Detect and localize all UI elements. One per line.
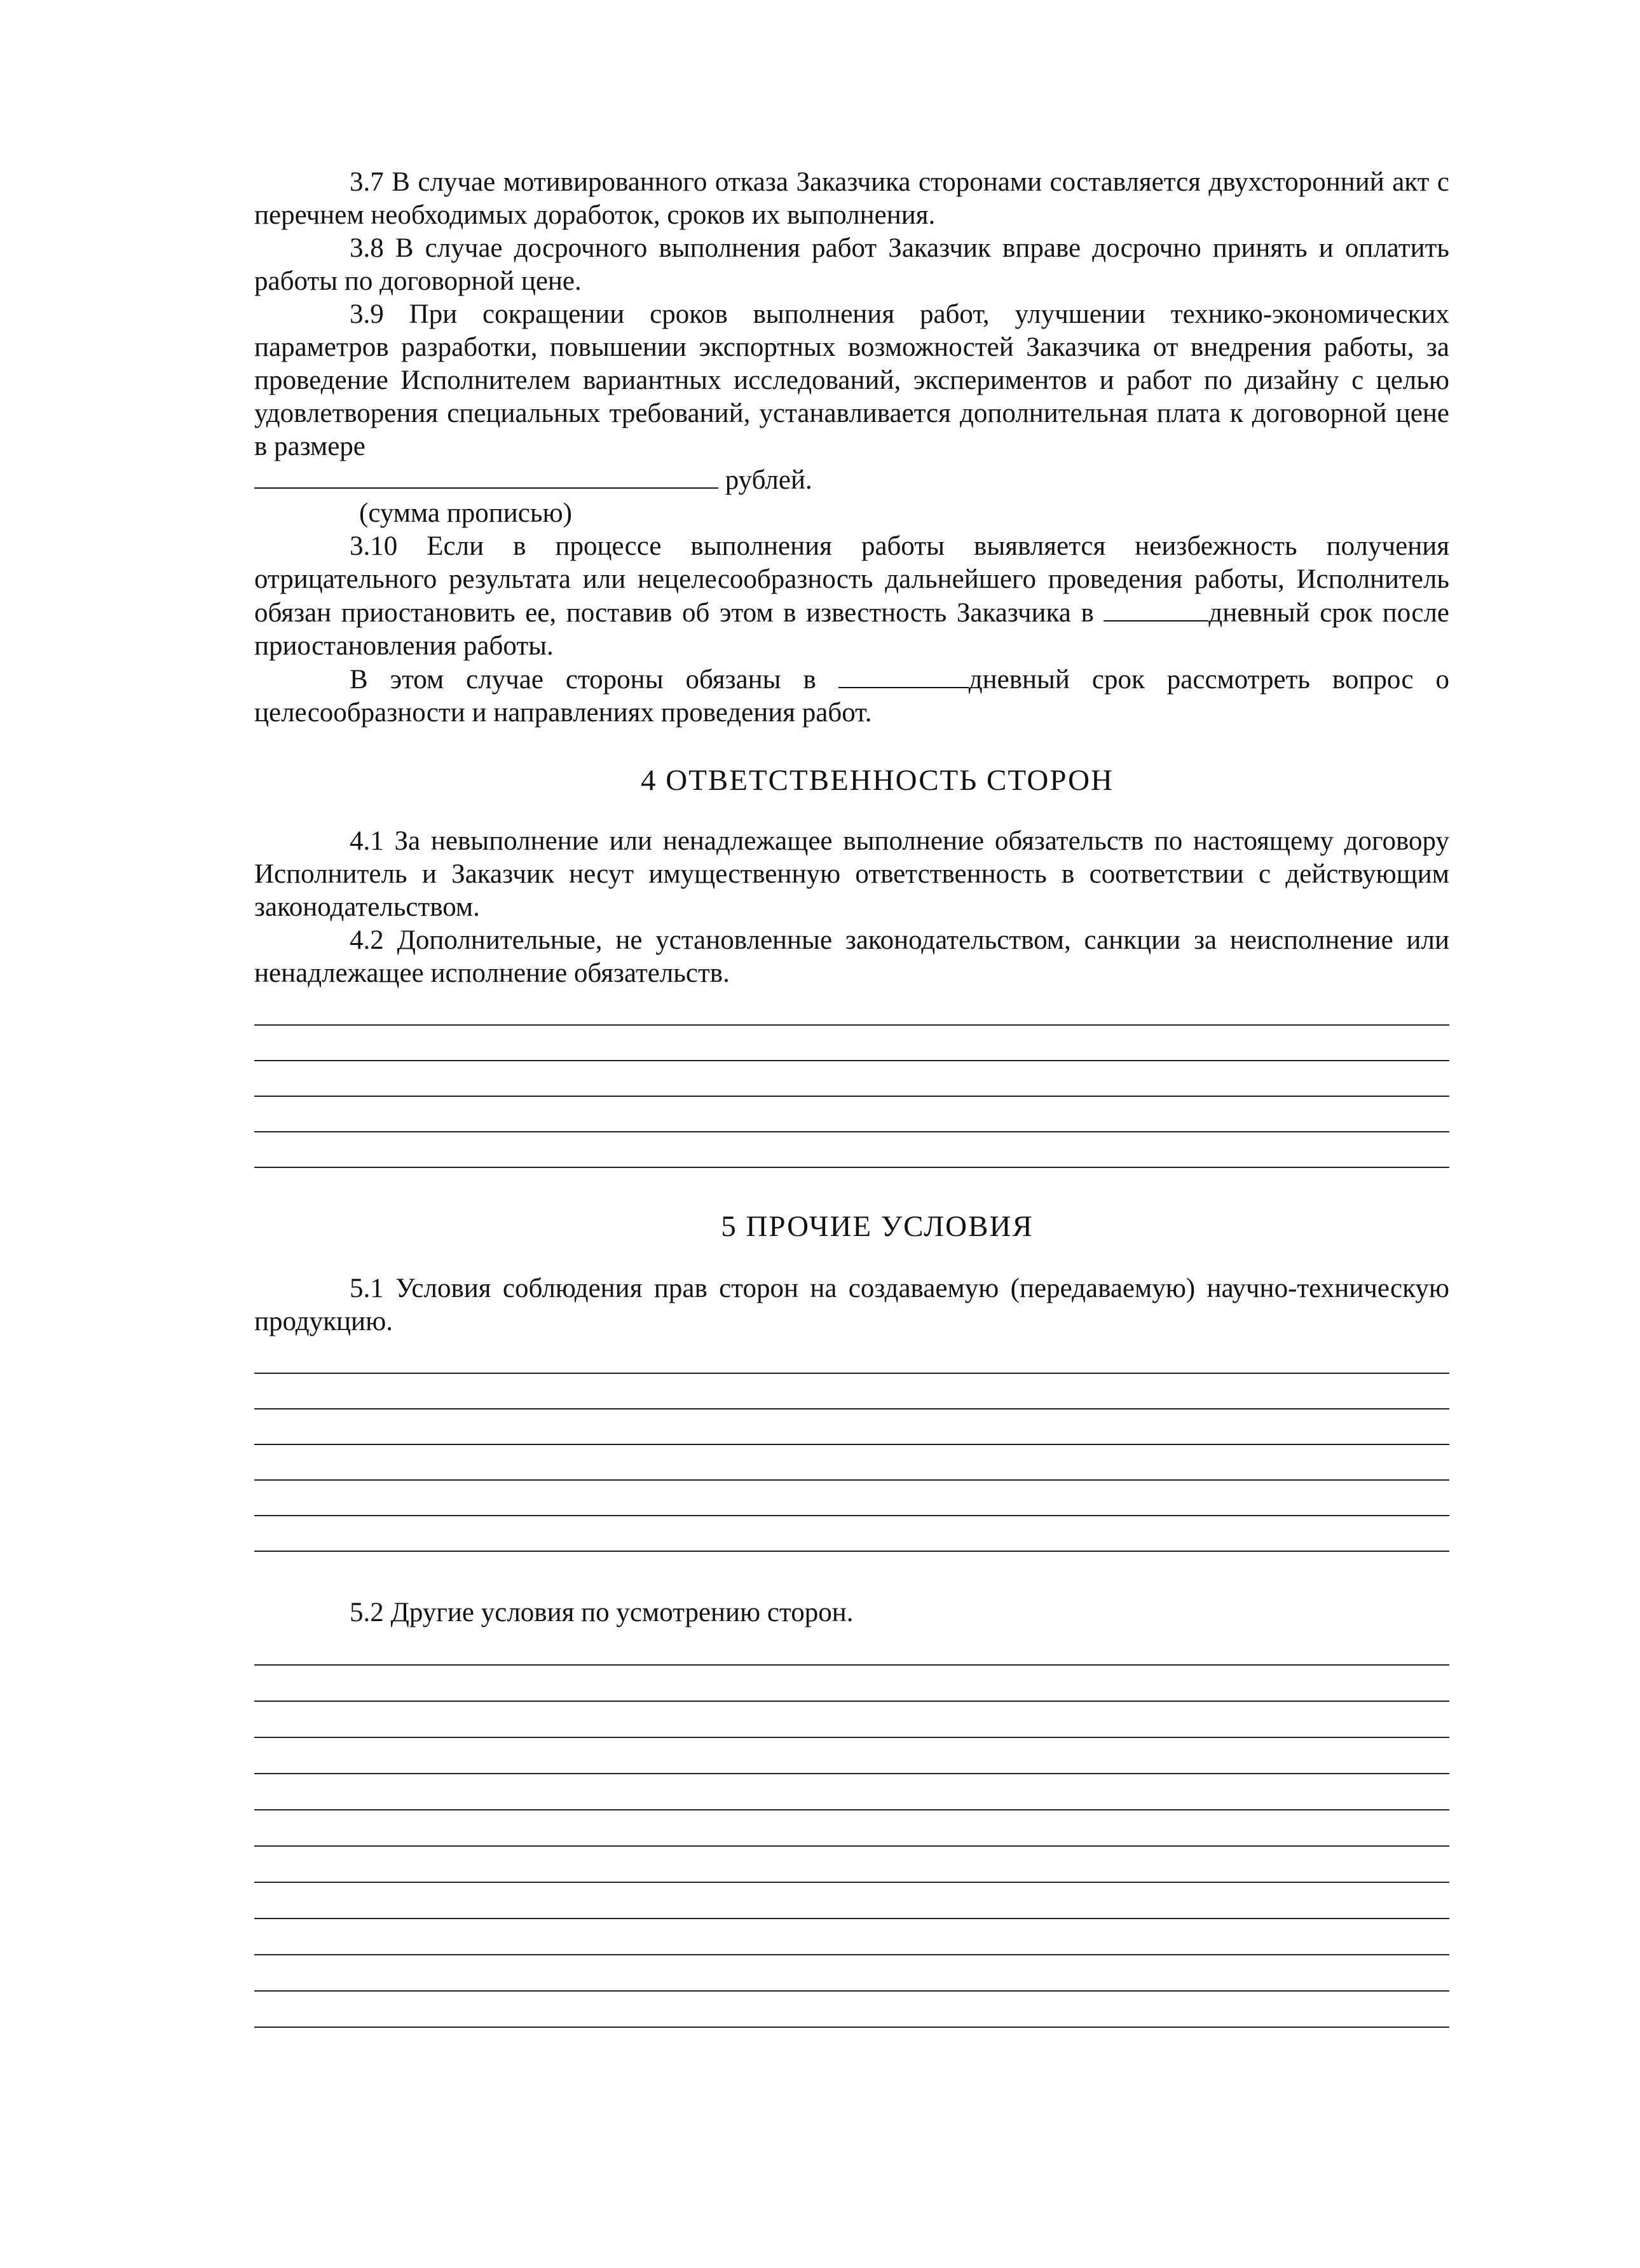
clause-5-2-fill-lines[interactable] <box>254 1629 1449 2028</box>
fill-line[interactable] <box>254 1810 1449 1847</box>
clause-3-10-text-end: дневный срок после приостановления работы. <box>254 598 1449 661</box>
fill-line[interactable] <box>254 1883 1449 1919</box>
fill-line[interactable] <box>254 1409 1449 1445</box>
fill-line[interactable] <box>254 1338 1449 1374</box>
fill-line[interactable] <box>254 1445 1449 1481</box>
fill-line[interactable] <box>254 1061 1449 1097</box>
clause-5-2: 5.2 Другие условия по усмотрению сторон. <box>350 1598 854 1627</box>
clause-5-1: 5.1 Условия соблюдения прав сторон на создаваемую (передаваемую) научно-техническую продукцию. <box>254 1273 1449 1336</box>
clause-3-10-text: 3.10 Если в процессе выполнения работы выявляется неизбежность получения отрицательного результата или нецелесообразность дальнейшего проведения работы, Исполнитель обязан приостановить ее, поставив об этом в известность Заказчика в <box>254 531 1449 628</box>
fill-line[interactable] <box>254 1919 1449 1955</box>
fill-line[interactable] <box>254 1666 1449 1702</box>
amount-blank[interactable] <box>254 463 718 489</box>
fill-line[interactable] <box>254 1481 1449 1516</box>
document-page <box>254 162 1449 2028</box>
fill-line[interactable] <box>254 1097 1449 1132</box>
fill-line[interactable] <box>254 1738 1449 1774</box>
section-5-heading: 5 ПРОЧИЕ УСЛОВИЯ <box>721 1210 1034 1243</box>
clause-4-1: 4.1 За невыполнение или ненадлежащее выполнение обязательств по настоящему договору Исполнитель и Заказчик несут имущественную ответственность в соответствии с действующим законодательством. <box>254 826 1449 922</box>
clause-3-10-cont-text: В этом случае стороны обязаны в <box>350 665 816 695</box>
clause-3-10 <box>254 530 1449 663</box>
fill-line[interactable] <box>254 1774 1449 1810</box>
days-blank-2[interactable] <box>838 663 969 688</box>
fill-line[interactable] <box>254 1516 1449 1552</box>
clause-3-8: 3.8 В случае досрочного выполнения работ Заказчик вправе досрочно принять и оплатить работы по договорной цене. <box>254 233 1449 296</box>
rubles-label: рублей. <box>725 465 812 495</box>
days-blank-1[interactable] <box>1104 596 1208 621</box>
fill-line[interactable] <box>254 1702 1449 1738</box>
fill-line[interactable] <box>254 1629 1449 1666</box>
clause-3-7: 3.7 В случае мотивированного отказа Заказчика сторонами составляется двухсторонний акт с перечнем необходимых доработок, сроков их выполнения. <box>254 167 1449 230</box>
fill-line[interactable] <box>254 990 1449 1026</box>
clause-3-9: 3.9 При сокращении сроков выполнения работ, улучшении технико-экономических параметров разработки, повышении экспортных возможностей Заказчика от внедрения работы, за проведение Исполнителем вариантных исследований, экспериментов и работ по дизайну с целью удовлетворения специальных требований, устанавливается дополнительная плата к договорной цене в размере <box>254 299 1449 461</box>
clause-3-10-cont <box>254 663 1449 730</box>
clause-5-1-fill-lines[interactable] <box>254 1338 1449 1552</box>
fill-line[interactable] <box>254 1992 1449 2028</box>
clause-4-2: 4.2 Дополнительные, не установленные законодательством, санкции за неисполнение или ненадлежащее исполнение обязательств. <box>254 925 1449 988</box>
fill-line[interactable] <box>254 1847 1449 1883</box>
clause-4-2-fill-lines[interactable] <box>254 990 1449 1168</box>
clause-3-9-amount-line <box>254 463 1449 497</box>
fill-line[interactable] <box>254 1132 1449 1168</box>
fill-line[interactable] <box>254 1955 1449 1992</box>
sum-in-words-hint: (сумма прописью) <box>359 498 572 528</box>
fill-line[interactable] <box>254 1374 1449 1409</box>
fill-line[interactable] <box>254 1026 1449 1061</box>
clause-3-10-cont-end: дневный срок рассмотреть вопрос о целесообразности и направлениях проведения работ. <box>254 665 1450 728</box>
section-4-heading: 4 ОТВЕТСТВЕННОСТЬ СТОРОН <box>641 764 1114 797</box>
